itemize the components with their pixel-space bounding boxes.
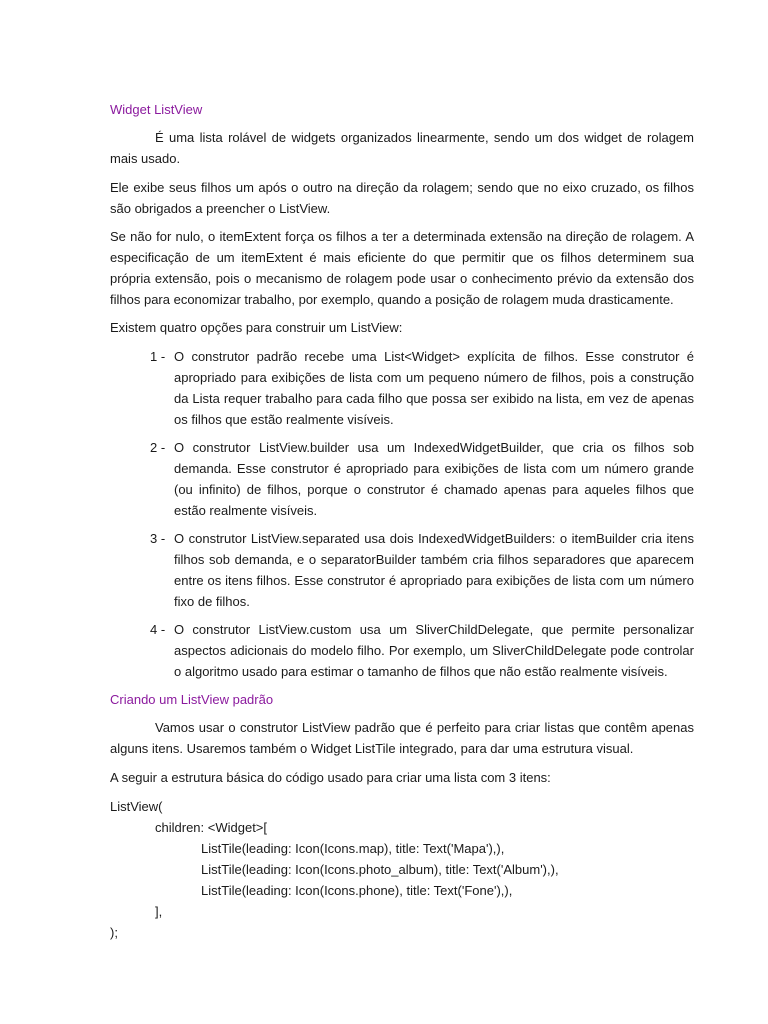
list-item-text: O construtor ListView.builder usa um IndexedWidgetBuilder, que cria os filhos sob demanda. Esse construtor é apropriado para exibições de lista com um número grande (ou infinito) de filhos, porque o construtor é chamado apenas para aqueles filhos que estão realmente visíveis. (174, 440, 694, 518)
code-line: ); (110, 925, 118, 940)
list-item-2 (150, 437, 694, 521)
code-line: ListTile(leading: Icon(Icons.map), title: Text('Mapa'),), (201, 841, 505, 856)
paragraph-itemextent: Se não for nulo, o itemExtent força os filhos a ter a determinada extensão na direção de rolagem. A especificação de um itemExtent é mais eficiente do que permitir que os filhos determinem sua própria extensão, pois o mecanismo de rolagem pode usar o conhecimento prévio da extensão dos filhos para economizar trabalho, por exemplo, quando a posição de rolagem muda drasticamente. (110, 229, 694, 307)
code-line: ListTile(leading: Icon(Icons.phone), title: Text('Fone'),), (201, 883, 513, 898)
list-item-1 (150, 346, 694, 430)
list-item-text: O construtor ListView.custom usa um SliverChildDelegate, que permite personalizar aspectos adicionais do modelo filho. Por exemplo, um SliverChildDelegate pode controlar o algoritmo usado para estimar o tamanho de filhos que não estão realmente visíveis. (174, 622, 694, 679)
paragraph-children: Ele exibe seus filhos um após o outro na direção da rolagem; sendo que no eixo cruzado, os filhos são obrigados a preencher o ListView. (110, 180, 694, 216)
paragraph-code-intro: A seguir a estrutura básica do código usado para criar uma lista com 3 itens: (110, 770, 551, 785)
list-item-text: O construtor ListView.separated usa dois IndexedWidgetBuilders: o itemBuilder cria itens filhos sob demanda, e o separatorBuilder também cria filhos separadores que aparecem entre os itens filhos. Esse construtor é apropriado para exibições de lista com um número fixo de filhos. (174, 531, 694, 609)
paragraph-intro: É uma lista rolável de widgets organizados linearmente, sendo um dos widget de rolagem mais usado. (110, 130, 694, 166)
paragraph-default-constructor: Vamos usar o construtor ListView padrão que é perfeito para criar listas que contêm apenas alguns itens. Usaremos também o Widget ListTile integrado, para dar uma estrutura visual. (110, 720, 694, 756)
list-number: 1 - (150, 349, 166, 364)
list-item-text: O construtor padrão recebe uma List<Widget> explícita de filhos. Esse construtor é apropriado para exibições de lista com um pequeno número de filhos, pois a construção da Lista requer trabalho para cada filho que possa ser exibido na lista, em vez de apenas os filhos que estão realmente visíveis. (174, 349, 694, 427)
section-heading-criando-listview: Criando um ListView padrão (110, 692, 274, 707)
code-line: children: <Widget>[ (155, 820, 268, 835)
list-item-3 (150, 528, 694, 612)
list-number: 2 - (150, 440, 166, 455)
code-line: ListTile(leading: Icon(Icons.photo_album), title: Text('Album'),), (201, 862, 559, 877)
paragraph-options-intro: Existem quatro opções para construir um ListView: (110, 320, 403, 335)
list-item-4 (150, 619, 694, 682)
code-line: ListView( (110, 799, 163, 814)
list-number: 3 - (150, 531, 166, 546)
code-line: ], (155, 904, 163, 919)
section-heading-widget-listview: Widget ListView (110, 102, 203, 117)
list-number: 4 - (150, 622, 166, 637)
